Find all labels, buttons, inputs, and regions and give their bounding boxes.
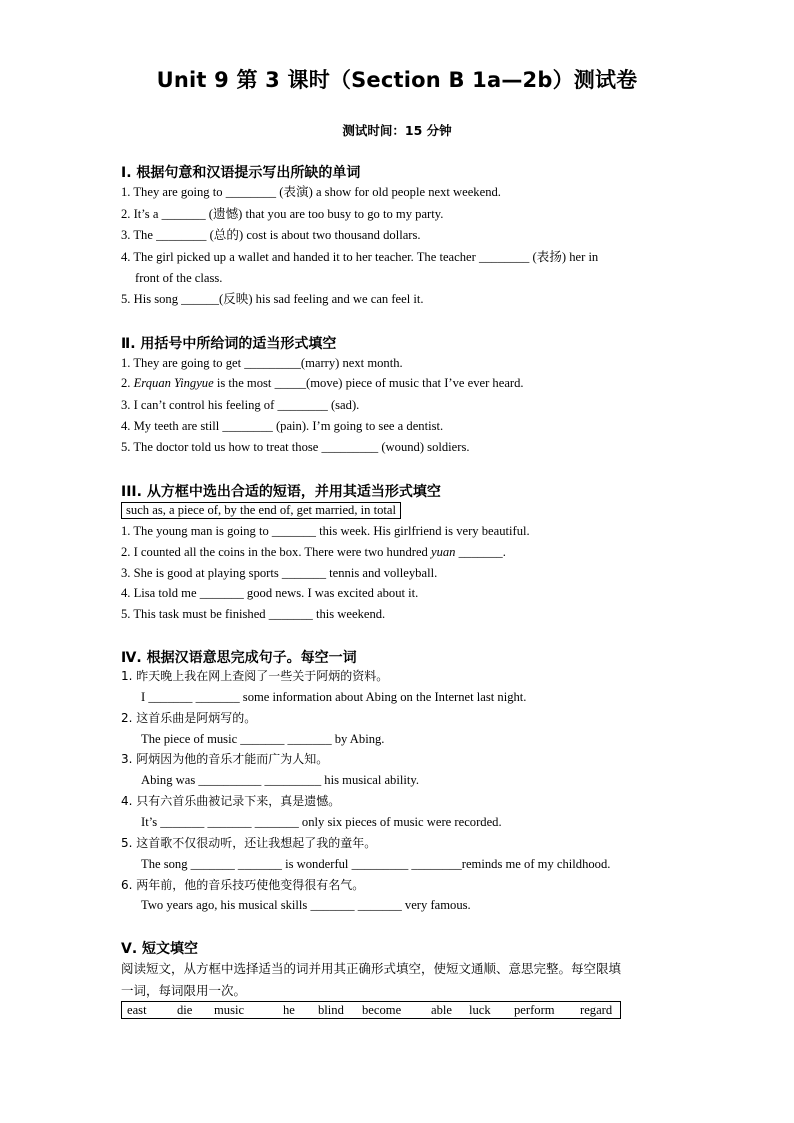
- page-title: Unit 9 第 3 课时（Section B 1a—2b）测试卷: [156, 68, 638, 92]
- s3-question-1: 1. The young man is going to _______ this week. His girlfriend is very beautiful.: [121, 524, 530, 538]
- word-box-item: die: [177, 1003, 193, 1017]
- s1-question-3: 3. The ________ (总的) cost is about two thousand dollars.: [121, 228, 421, 242]
- s1-question-4: 4. The girl picked up a wallet and handed it to her teacher. The teacher ________ (表扬) her in: [121, 250, 599, 264]
- s4-sentence-6: Two years ago, his musical skills _______ _______ very famous.: [141, 898, 471, 912]
- word-box-item: luck: [469, 1003, 491, 1017]
- s5-instructions-line-2: 一词，每词限用一次。: [121, 983, 247, 998]
- test-time: 测试时间：15 分钟: [342, 123, 452, 138]
- s4-sentence-5: The song _______ _______ is wonderful _________ ________reminds me of my childhood.: [141, 857, 611, 871]
- s4-prompt-2: 2. 这首乐曲是阿炳写的。: [121, 711, 257, 725]
- section-3-heading: III. 从方框中选出合适的短语，并用其适当形式填空: [121, 484, 441, 500]
- s2-question-1: 1. They are going to get _________(marry) next month.: [121, 356, 403, 370]
- section-4-heading: Ⅳ. 根据汉语意思完成句子。每空一词: [121, 650, 357, 666]
- word-box-item: perform: [514, 1003, 555, 1017]
- s1-question-2: 2. It’s a _______ (遗憾) that you are too busy to go to my party.: [121, 207, 444, 221]
- phrase-box: such as, a piece of, by the end of, get married, in total: [121, 502, 401, 519]
- word-box-item: become: [362, 1003, 402, 1017]
- word-box-item: east: [127, 1003, 147, 1017]
- section-5-heading: Ⅴ. 短文填空: [121, 941, 199, 957]
- s3-question-4: 4. Lisa told me _______ good news. I was excited about it.: [121, 586, 419, 600]
- s4-prompt-6: 6. 两年前，他的音乐技巧使他变得很有名气。: [121, 878, 365, 892]
- section-1-heading: Ⅰ. 根据句意和汉语提示写出所缺的单词: [121, 165, 361, 181]
- s4-prompt-1: 1. 昨天晚上我在网上查阅了一些关于阿炳的资料。: [121, 669, 389, 683]
- section-2-heading: Ⅱ. 用括号中所给词的适当形式填空: [121, 336, 337, 352]
- word-box: [121, 1001, 621, 1019]
- s5-instructions-line-1: 阅读短文，从方框中选择适当的词并用其正确形式填空，使短文通顺、意思完整。每空限填: [121, 961, 622, 976]
- s2-question-4: 4. My teeth are still ________ (pain). I’m going to see a dentist.: [121, 419, 444, 433]
- song-title: Erquan Yingyue: [133, 376, 214, 390]
- s4-prompt-5: 5. 这首歌不仅很动听，还让我想起了我的童年。: [121, 836, 377, 850]
- word-box-item: regard: [580, 1003, 613, 1017]
- s4-sentence-4: It’s _______ _______ _______ only six pieces of music were recorded.: [141, 815, 502, 829]
- s1-question-5: 5. His song ______(反映) his sad feeling and we can feel it.: [121, 292, 424, 306]
- s3-question-2: 2. I counted all the coins in the box. There were two hundred yuan _______.: [121, 545, 506, 559]
- word-box-item: he: [283, 1003, 295, 1017]
- word-box-item: music: [214, 1003, 245, 1017]
- s3-question-3: 3. She is good at playing sports _______ tennis and volleyball.: [121, 566, 438, 580]
- s3-question-5: 5. This task must be finished _______ this weekend.: [121, 607, 386, 621]
- word-box-item: blind: [318, 1003, 344, 1017]
- s2-question-3: 3. I can’t control his feeling of ________ (sad).: [121, 398, 360, 412]
- word-box-item: able: [431, 1003, 452, 1017]
- s1-question-1: 1. They are going to ________ (表演) a show for old people next weekend.: [121, 185, 501, 199]
- s4-prompt-3: 3. 阿炳因为他的音乐才能而广为人知。: [121, 752, 329, 766]
- s1-question-4-cont: front of the class.: [135, 271, 223, 285]
- s4-sentence-3: Abing was __________ _________ his musical ability.: [141, 773, 419, 787]
- s4-sentence-1: I _______ _______ some information about Abing on the Internet last night.: [141, 690, 527, 704]
- s4-sentence-2: The piece of music _______ _______ by Abing.: [141, 732, 385, 746]
- s2-question-2: 2. Erquan Yingyue is the most _____(move) piece of music that I’ve ever heard.: [121, 376, 524, 390]
- s4-prompt-4: 4. 只有六首乐曲被记录下来，真是遗憾。: [121, 794, 341, 808]
- s2-question-5: 5. The doctor told us how to treat those _________ (wound) soldiers.: [121, 440, 470, 454]
